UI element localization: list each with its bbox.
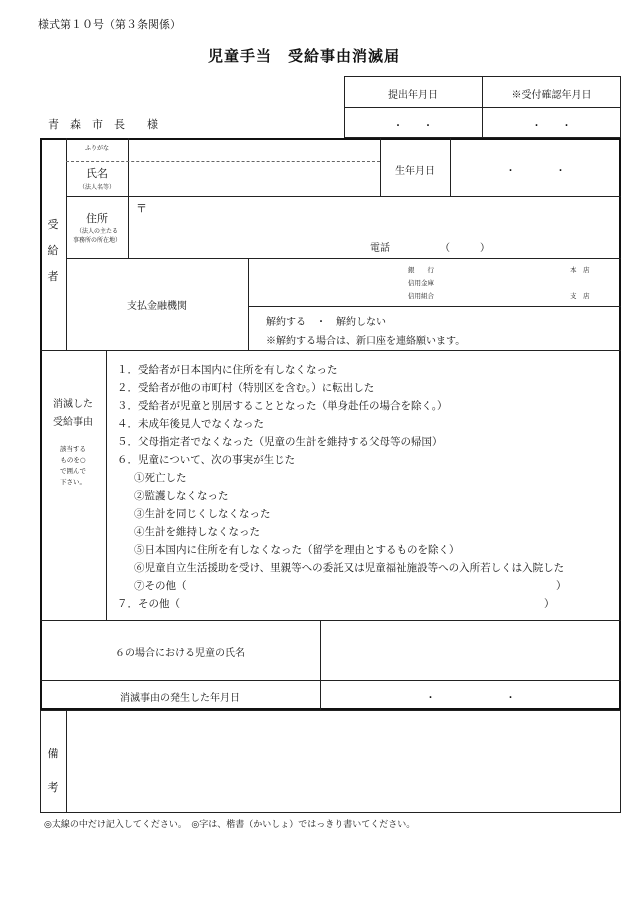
form-id: 様式第１０号（第３条関係） (38, 18, 181, 31)
submission-date-label: 提出年月日 (388, 90, 438, 101)
reason-sub-1[interactable]: ①死亡した (134, 472, 187, 484)
address-label: 住所 (86, 212, 108, 225)
child-name-label: ６の場合における児童の氏名 (115, 648, 245, 659)
reason-sub-6[interactable]: ⑥児童自立生活援助を受け、里親等への委託又は児童福祉施設等への入所若しくは入院した (134, 562, 565, 574)
reason-sub-2[interactable]: ②監護しなくなった (134, 490, 229, 502)
reason-item-4[interactable]: ４．未成年後見人でなくなった (117, 418, 264, 430)
bank-type-kumiai: 信用組合 (408, 292, 434, 300)
remarks-field[interactable] (70, 714, 616, 809)
bank-branch: 支 店 (570, 292, 590, 300)
bank-head-office: 本 店 (570, 266, 590, 274)
reason-sub-7[interactable]: ⑦その他（ (134, 580, 187, 592)
remarks-label: 備 考 (47, 747, 59, 794)
cancel-note: ※解約する場合は、新口座を連絡願います。 (266, 336, 466, 347)
address-note-2: 事務所の所在地） (72, 237, 121, 244)
address-field[interactable] (150, 200, 615, 234)
bank-type-bank: 銀 行 (408, 266, 434, 274)
addressee: 青 森 市 長 様 (48, 118, 158, 131)
corp-name-note: （法人名等） (78, 184, 115, 191)
reason-sub-7-close: ） (556, 580, 567, 592)
reason-item-2[interactable]: ２．受給者が他の市町村（特別区を含む。）に転出した (117, 382, 375, 394)
name-label: 氏名 (86, 167, 108, 180)
occurrence-date-label: 消滅事由の発生した年月日 (120, 693, 240, 704)
occurrence-date-field[interactable]: ・ ・ (425, 693, 516, 704)
reasons-label-1: 消滅した (53, 399, 93, 410)
reason-item-7-close: ） (544, 598, 555, 610)
birthdate-field[interactable]: ・ ・ (505, 166, 566, 177)
page-title: 児童手当 受給事由消滅届 (208, 47, 401, 65)
submission-date-field[interactable]: ・ ・ (393, 121, 433, 132)
recipient-section-label: 受 給 者 (47, 218, 59, 283)
bank-label: 支払金融機関 (127, 301, 187, 312)
birthdate-label: 生年月日 (395, 166, 435, 177)
furigana-label: ふりがな (84, 145, 109, 152)
reason-item-5[interactable]: ５．父母指定者でなくなった（児童の生計を維持する父母等の帰国） (117, 436, 443, 448)
furigana-field[interactable] (130, 141, 378, 160)
reason-item-1[interactable]: １．受給者が日本国内に住所を有しなくなった (117, 364, 338, 376)
reason-sub-4[interactable]: ④生計を維持しなくなった (134, 526, 260, 538)
reason-item-3[interactable]: ３．受給者が児童と別居することとなった（単身赴任の場合を除く。） (117, 400, 448, 412)
reasons-instruction: 該当する ものを○ で囲んで 下さい。 (60, 445, 86, 486)
postal-mark: 〒 (136, 202, 147, 215)
footer-note: ◎太線の中だけ記入してください。 ◎字は、楷書（かいしょ）ではっきり書いてください。 (44, 820, 416, 830)
reason-item-6[interactable]: ６．児童について、次の事実が生じた (117, 454, 296, 466)
phone-label: 電話 (370, 243, 390, 254)
phone-field[interactable]: （ ） (440, 243, 490, 254)
reason-sub-5[interactable]: ⑤日本国内に住所を有しなくなった（留学を理由とするものを除く） (134, 544, 460, 556)
address-note-1: （法人の主たる (75, 228, 118, 235)
bank-type-shinkin: 信用金庫 (408, 279, 434, 287)
reason-sub-3[interactable]: ③生計を同じくしなくなった (134, 508, 271, 520)
name-field[interactable] (130, 163, 378, 194)
receipt-date-label: ※受付確認年月日 (511, 90, 592, 101)
receipt-date-field: ・ ・ (531, 121, 572, 132)
reason-item-7[interactable]: ７．その他（ (117, 598, 180, 610)
child-name-field[interactable] (324, 624, 617, 676)
reasons-label-2: 受給事由 (53, 417, 93, 428)
bank-name-field[interactable] (252, 261, 402, 303)
cancel-options[interactable]: 解約する ・ 解約しない (266, 317, 386, 328)
